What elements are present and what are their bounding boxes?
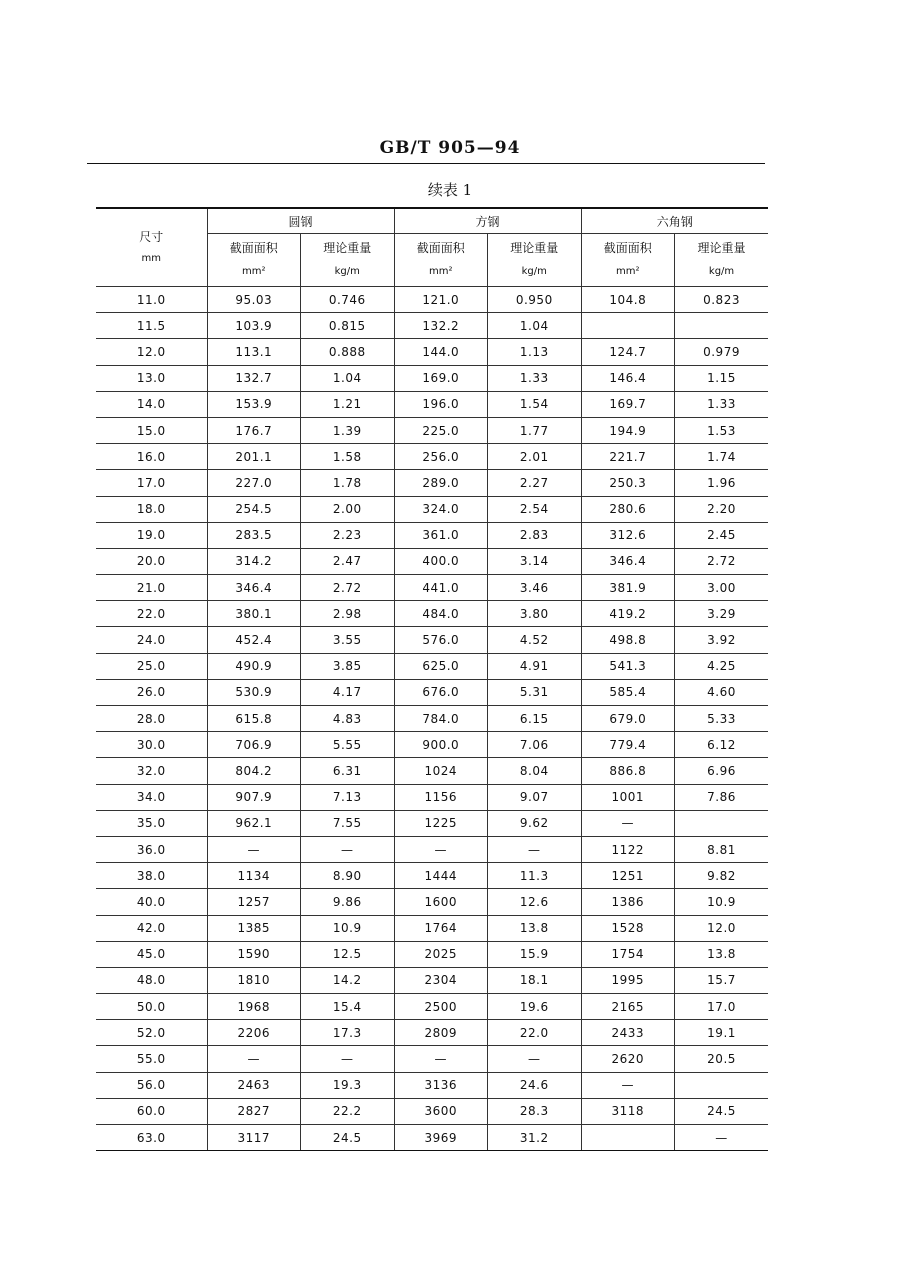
size-cell: 35.0 <box>96 810 207 836</box>
hexagon-weight-cell: 1.53 <box>675 417 769 443</box>
hexagon-weight-cell: 10.9 <box>675 889 769 915</box>
size-cell: 17.0 <box>96 470 207 496</box>
size-cell: 26.0 <box>96 679 207 705</box>
hexagon-weight-cell: 1.74 <box>675 444 769 470</box>
group-header-round-steel: 圆钢 <box>207 208 394 234</box>
hexagon-weight-cell: 7.86 <box>675 784 769 810</box>
square-area-cell: 1444 <box>394 863 488 889</box>
round-area-cell: 1590 <box>207 941 301 967</box>
round-area-cell: 176.7 <box>207 417 301 443</box>
table-row <box>96 1020 768 1046</box>
size-cell: 48.0 <box>96 967 207 993</box>
round-area-cell: — <box>207 1046 301 1072</box>
round-weight-cell: 1.39 <box>301 417 395 443</box>
hexagon-weight-cell: 24.5 <box>675 1098 769 1124</box>
square-weight-cell: 18.1 <box>488 967 582 993</box>
square-area-cell: 3969 <box>394 1125 488 1151</box>
square-area-cell: 2500 <box>394 994 488 1020</box>
table-row <box>96 1046 768 1072</box>
size-cell: 15.0 <box>96 417 207 443</box>
square-weight-cell: 11.3 <box>488 863 582 889</box>
table-row <box>96 1125 768 1151</box>
hexagon-area-cell: 498.8 <box>581 627 675 653</box>
table-row <box>96 522 768 548</box>
size-cell: 63.0 <box>96 1125 207 1151</box>
size-cell: 55.0 <box>96 1046 207 1072</box>
square-area-cell: 2304 <box>394 967 488 993</box>
hexagon-area-cell: 1995 <box>581 967 675 993</box>
square-weight-cell: 9.07 <box>488 784 582 810</box>
hexagon-area-cell: 221.7 <box>581 444 675 470</box>
round-area-cell: 314.2 <box>207 548 301 574</box>
round-area-cell: 2206 <box>207 1020 301 1046</box>
round-weight-cell: 0.815 <box>301 313 395 339</box>
square-area-cell: 324.0 <box>394 496 488 522</box>
hexagon-area-cell: 779.4 <box>581 732 675 758</box>
square-area-cell: 3600 <box>394 1098 488 1124</box>
hexagon-area-cell: 419.2 <box>581 601 675 627</box>
size-cell: 38.0 <box>96 863 207 889</box>
hexagon-area-cell: 541.3 <box>581 653 675 679</box>
hexagon-area-cell: 2620 <box>581 1046 675 1072</box>
square-weight-cell: 3.14 <box>488 548 582 574</box>
table-row <box>96 496 768 522</box>
square-weight-cell: 2.01 <box>488 444 582 470</box>
sub-header-label: 截面面积 <box>416 241 465 255</box>
size-cell: 40.0 <box>96 889 207 915</box>
round-area-cell: 95.03 <box>207 287 301 313</box>
square-weight-cell: 9.62 <box>488 810 582 836</box>
table-row <box>96 313 768 339</box>
hexagon-area-cell: 2165 <box>581 994 675 1020</box>
square-weight-cell: 1.13 <box>488 339 582 365</box>
square-weight-cell: 2.54 <box>488 496 582 522</box>
round-area-cell: 1385 <box>207 915 301 941</box>
round-weight-cell: 5.55 <box>301 732 395 758</box>
size-cell: 21.0 <box>96 575 207 601</box>
table-row <box>96 470 768 496</box>
hexagon-area-cell: — <box>581 1072 675 1098</box>
round-weight-cell: — <box>301 836 395 862</box>
round-area-cell: 490.9 <box>207 653 301 679</box>
hexagon-area-cell: — <box>581 810 675 836</box>
square-area-cell: 784.0 <box>394 706 488 732</box>
round-area-cell: 103.9 <box>207 313 301 339</box>
round-weight-cell: 12.5 <box>301 941 395 967</box>
square-area-cell: — <box>394 836 488 862</box>
hexagon-weight-cell: 1.15 <box>675 365 769 391</box>
round-area-cell: 1968 <box>207 994 301 1020</box>
hexagon-weight-cell: — <box>675 1125 769 1151</box>
square-area-cell: 1764 <box>394 915 488 941</box>
hexagon-area-cell: 585.4 <box>581 679 675 705</box>
sub-header-cell <box>675 234 769 287</box>
round-weight-cell: 1.21 <box>301 391 395 417</box>
hexagon-weight-cell: 5.33 <box>675 706 769 732</box>
square-weight-cell: 7.06 <box>488 732 582 758</box>
size-cell: 28.0 <box>96 706 207 732</box>
hexagon-area-cell: 1001 <box>581 784 675 810</box>
round-weight-cell: 1.04 <box>301 365 395 391</box>
table-row <box>96 575 768 601</box>
square-weight-cell: 24.6 <box>488 1072 582 1098</box>
round-area-cell: 907.9 <box>207 784 301 810</box>
square-weight-cell: 22.0 <box>488 1020 582 1046</box>
table-row <box>96 653 768 679</box>
table-row <box>96 810 768 836</box>
square-weight-cell: — <box>488 1046 582 1072</box>
sub-header-cell <box>301 234 395 287</box>
size-cell: 32.0 <box>96 758 207 784</box>
size-cell: 34.0 <box>96 784 207 810</box>
square-weight-cell: 31.2 <box>488 1125 582 1151</box>
table-row <box>96 1072 768 1098</box>
table-row <box>96 444 768 470</box>
round-area-cell: 254.5 <box>207 496 301 522</box>
square-area-cell: 132.2 <box>394 313 488 339</box>
size-cell: 45.0 <box>96 941 207 967</box>
table-row <box>96 941 768 967</box>
square-weight-cell: 0.950 <box>488 287 582 313</box>
hexagon-weight-cell: 6.12 <box>675 732 769 758</box>
square-area-cell: 2025 <box>394 941 488 967</box>
square-area-cell: 289.0 <box>394 470 488 496</box>
hexagon-weight-cell: 2.72 <box>675 548 769 574</box>
hexagon-area-cell: 169.7 <box>581 391 675 417</box>
hexagon-area-cell: 1754 <box>581 941 675 967</box>
round-weight-cell: 6.31 <box>301 758 395 784</box>
size-column-header <box>96 208 207 287</box>
group-header-square-steel: 方钢 <box>394 208 581 234</box>
square-area-cell: 256.0 <box>394 444 488 470</box>
hexagon-weight-cell: 15.7 <box>675 967 769 993</box>
square-weight-cell: 1.04 <box>488 313 582 339</box>
square-weight-cell: 4.91 <box>488 653 582 679</box>
round-weight-cell: 10.9 <box>301 915 395 941</box>
round-weight-cell: 4.83 <box>301 706 395 732</box>
size-cell: 16.0 <box>96 444 207 470</box>
round-weight-cell: 22.2 <box>301 1098 395 1124</box>
round-area-cell: 530.9 <box>207 679 301 705</box>
round-area-cell: 201.1 <box>207 444 301 470</box>
table-row <box>96 784 768 810</box>
hexagon-weight-cell <box>675 810 769 836</box>
square-area-cell: — <box>394 1046 488 1072</box>
square-weight-cell: 3.80 <box>488 601 582 627</box>
table-row <box>96 967 768 993</box>
hexagon-weight-cell: 6.96 <box>675 758 769 784</box>
round-area-cell: 615.8 <box>207 706 301 732</box>
round-weight-cell: 0.888 <box>301 339 395 365</box>
square-weight-cell: 2.27 <box>488 470 582 496</box>
square-weight-cell: 3.46 <box>488 575 582 601</box>
round-weight-cell: 3.85 <box>301 653 395 679</box>
hexagon-weight-cell <box>675 313 769 339</box>
round-weight-cell: 17.3 <box>301 1020 395 1046</box>
size-header-label: 尺寸 <box>139 229 164 244</box>
hexagon-area-cell: 280.6 <box>581 496 675 522</box>
square-weight-cell: 13.8 <box>488 915 582 941</box>
hexagon-weight-cell: 20.5 <box>675 1046 769 1072</box>
square-area-cell: 900.0 <box>394 732 488 758</box>
round-weight-cell: 8.90 <box>301 863 395 889</box>
size-cell: 18.0 <box>96 496 207 522</box>
size-cell: 60.0 <box>96 1098 207 1124</box>
header-divider <box>87 163 765 164</box>
table-row <box>96 915 768 941</box>
size-cell: 20.0 <box>96 548 207 574</box>
round-area-cell: 346.4 <box>207 575 301 601</box>
round-area-cell: 2463 <box>207 1072 301 1098</box>
square-weight-cell: 2.83 <box>488 522 582 548</box>
square-weight-cell: 15.9 <box>488 941 582 967</box>
table-row <box>96 365 768 391</box>
table-row <box>96 706 768 732</box>
hexagon-weight-cell: 9.82 <box>675 863 769 889</box>
hexagon-area-cell: 3118 <box>581 1098 675 1124</box>
sub-header-label: 理论重量 <box>697 241 746 255</box>
sub-header-cell <box>488 234 582 287</box>
sub-header-unit: mm² <box>616 266 640 277</box>
table-row <box>96 287 768 313</box>
round-weight-cell: 3.55 <box>301 627 395 653</box>
hexagon-area-cell: 381.9 <box>581 575 675 601</box>
square-weight-cell: 1.77 <box>488 417 582 443</box>
sub-header-cell <box>207 234 301 287</box>
hexagon-weight-cell: 4.25 <box>675 653 769 679</box>
round-weight-cell: 2.00 <box>301 496 395 522</box>
hexagon-area-cell: 1386 <box>581 889 675 915</box>
square-weight-cell: 19.6 <box>488 994 582 1020</box>
square-area-cell: 484.0 <box>394 601 488 627</box>
round-area-cell: 283.5 <box>207 522 301 548</box>
square-weight-cell: 1.33 <box>488 365 582 391</box>
round-area-cell: 1134 <box>207 863 301 889</box>
hexagon-weight-cell: 19.1 <box>675 1020 769 1046</box>
table-row <box>96 758 768 784</box>
round-weight-cell: 7.13 <box>301 784 395 810</box>
square-weight-cell: 8.04 <box>488 758 582 784</box>
hexagon-area-cell <box>581 1125 675 1151</box>
square-area-cell: 196.0 <box>394 391 488 417</box>
sub-header-label: 截面面积 <box>229 241 278 255</box>
hexagon-area-cell: 312.6 <box>581 522 675 548</box>
round-area-cell: 153.9 <box>207 391 301 417</box>
round-area-cell: 113.1 <box>207 339 301 365</box>
size-cell: 42.0 <box>96 915 207 941</box>
round-weight-cell: — <box>301 1046 395 1072</box>
size-cell: 11.0 <box>96 287 207 313</box>
square-area-cell: 121.0 <box>394 287 488 313</box>
hexagon-weight-cell: 17.0 <box>675 994 769 1020</box>
size-cell: 12.0 <box>96 339 207 365</box>
sub-header-label: 截面面积 <box>603 241 652 255</box>
square-area-cell: 1156 <box>394 784 488 810</box>
round-area-cell: 3117 <box>207 1125 301 1151</box>
group-header-hexagon-steel: 六角钢 <box>581 208 768 234</box>
round-area-cell: 452.4 <box>207 627 301 653</box>
round-area-cell: 962.1 <box>207 810 301 836</box>
sub-header-unit: mm² <box>242 266 266 277</box>
size-cell: 50.0 <box>96 994 207 1020</box>
size-cell: 11.5 <box>96 313 207 339</box>
hexagon-area-cell: 250.3 <box>581 470 675 496</box>
hexagon-weight-cell: 1.96 <box>675 470 769 496</box>
square-area-cell: 169.0 <box>394 365 488 391</box>
sub-header-unit: kg/m <box>521 266 547 277</box>
hexagon-area-cell: 679.0 <box>581 706 675 732</box>
sub-header-cell <box>394 234 488 287</box>
table-row <box>96 679 768 705</box>
hexagon-weight-cell: 4.60 <box>675 679 769 705</box>
size-cell: 52.0 <box>96 1020 207 1046</box>
square-area-cell: 1225 <box>394 810 488 836</box>
round-weight-cell: 1.78 <box>301 470 395 496</box>
round-weight-cell: 2.72 <box>301 575 395 601</box>
table-row <box>96 836 768 862</box>
round-weight-cell: 19.3 <box>301 1072 395 1098</box>
hexagon-area-cell: 194.9 <box>581 417 675 443</box>
round-weight-cell: 2.23 <box>301 522 395 548</box>
hexagon-area-cell: 346.4 <box>581 548 675 574</box>
square-area-cell: 361.0 <box>394 522 488 548</box>
size-header-unit: mm <box>141 252 161 264</box>
round-area-cell: 804.2 <box>207 758 301 784</box>
size-cell: 30.0 <box>96 732 207 758</box>
hexagon-weight-cell: 1.33 <box>675 391 769 417</box>
table-row <box>96 417 768 443</box>
round-weight-cell: 9.86 <box>301 889 395 915</box>
round-area-cell: 132.7 <box>207 365 301 391</box>
sub-header-label: 理论重量 <box>323 241 372 255</box>
size-cell: 56.0 <box>96 1072 207 1098</box>
round-weight-cell: 1.58 <box>301 444 395 470</box>
hexagon-weight-cell: 12.0 <box>675 915 769 941</box>
square-area-cell: 225.0 <box>394 417 488 443</box>
table-row <box>96 627 768 653</box>
round-weight-cell: 2.98 <box>301 601 395 627</box>
hexagon-weight-cell: 8.81 <box>675 836 769 862</box>
square-area-cell: 1600 <box>394 889 488 915</box>
square-area-cell: 576.0 <box>394 627 488 653</box>
round-weight-cell: 0.746 <box>301 287 395 313</box>
table-row <box>96 732 768 758</box>
size-cell: 19.0 <box>96 522 207 548</box>
hexagon-area-cell: 124.7 <box>581 339 675 365</box>
round-weight-cell: 15.4 <box>301 994 395 1020</box>
round-weight-cell: 24.5 <box>301 1125 395 1151</box>
table-row <box>96 994 768 1020</box>
hexagon-area-cell: 886.8 <box>581 758 675 784</box>
hexagon-area-cell <box>581 313 675 339</box>
square-area-cell: 2809 <box>394 1020 488 1046</box>
square-area-cell: 3136 <box>394 1072 488 1098</box>
sub-header-unit: mm² <box>429 266 453 277</box>
round-area-cell: 1257 <box>207 889 301 915</box>
square-area-cell: 441.0 <box>394 575 488 601</box>
round-area-cell: 227.0 <box>207 470 301 496</box>
size-cell: 22.0 <box>96 601 207 627</box>
hexagon-area-cell: 1122 <box>581 836 675 862</box>
hexagon-area-cell: 1528 <box>581 915 675 941</box>
sub-header-label: 理论重量 <box>510 241 559 255</box>
table-row <box>96 391 768 417</box>
square-weight-cell: 5.31 <box>488 679 582 705</box>
square-weight-cell: — <box>488 836 582 862</box>
square-area-cell: 144.0 <box>394 339 488 365</box>
square-area-cell: 625.0 <box>394 653 488 679</box>
size-cell: 24.0 <box>96 627 207 653</box>
size-cell: 36.0 <box>96 836 207 862</box>
table-row <box>96 548 768 574</box>
size-cell: 25.0 <box>96 653 207 679</box>
hexagon-weight-cell: 2.45 <box>675 522 769 548</box>
hexagon-weight-cell <box>675 1072 769 1098</box>
square-area-cell: 676.0 <box>394 679 488 705</box>
square-weight-cell: 1.54 <box>488 391 582 417</box>
round-weight-cell: 7.55 <box>301 810 395 836</box>
round-area-cell: 380.1 <box>207 601 301 627</box>
hexagon-weight-cell: 3.29 <box>675 601 769 627</box>
hexagon-weight-cell: 3.00 <box>675 575 769 601</box>
square-weight-cell: 12.6 <box>488 889 582 915</box>
hexagon-weight-cell: 13.8 <box>675 941 769 967</box>
round-weight-cell: 2.47 <box>301 548 395 574</box>
hexagon-area-cell: 2433 <box>581 1020 675 1046</box>
sub-header-unit: kg/m <box>708 266 735 277</box>
table-row <box>96 339 768 365</box>
table-row <box>96 1098 768 1124</box>
steel-weight-table <box>96 207 768 1151</box>
round-area-cell: 706.9 <box>207 732 301 758</box>
round-area-cell: — <box>207 836 301 862</box>
square-weight-cell: 6.15 <box>488 706 582 732</box>
table-row <box>96 863 768 889</box>
round-area-cell: 1810 <box>207 967 301 993</box>
table-title: 续表 1 <box>427 181 473 199</box>
hexagon-area-cell: 1251 <box>581 863 675 889</box>
hexagon-area-cell: 146.4 <box>581 365 675 391</box>
table-row <box>96 889 768 915</box>
standard-number: GB/T 905—94 <box>379 138 521 158</box>
size-cell: 13.0 <box>96 365 207 391</box>
hexagon-weight-cell: 2.20 <box>675 496 769 522</box>
square-weight-cell: 4.52 <box>488 627 582 653</box>
table-row <box>96 601 768 627</box>
size-cell: 14.0 <box>96 391 207 417</box>
round-weight-cell: 4.17 <box>301 679 395 705</box>
hexagon-weight-cell: 3.92 <box>675 627 769 653</box>
square-area-cell: 400.0 <box>394 548 488 574</box>
hexagon-area-cell: 104.8 <box>581 287 675 313</box>
round-weight-cell: 14.2 <box>301 967 395 993</box>
sub-header-cell <box>581 234 675 287</box>
round-area-cell: 2827 <box>207 1098 301 1124</box>
hexagon-weight-cell: 0.979 <box>675 339 769 365</box>
square-weight-cell: 28.3 <box>488 1098 582 1124</box>
hexagon-weight-cell: 0.823 <box>675 287 769 313</box>
table-body <box>96 287 768 1151</box>
sub-header-unit: kg/m <box>334 266 360 277</box>
square-area-cell: 1024 <box>394 758 488 784</box>
